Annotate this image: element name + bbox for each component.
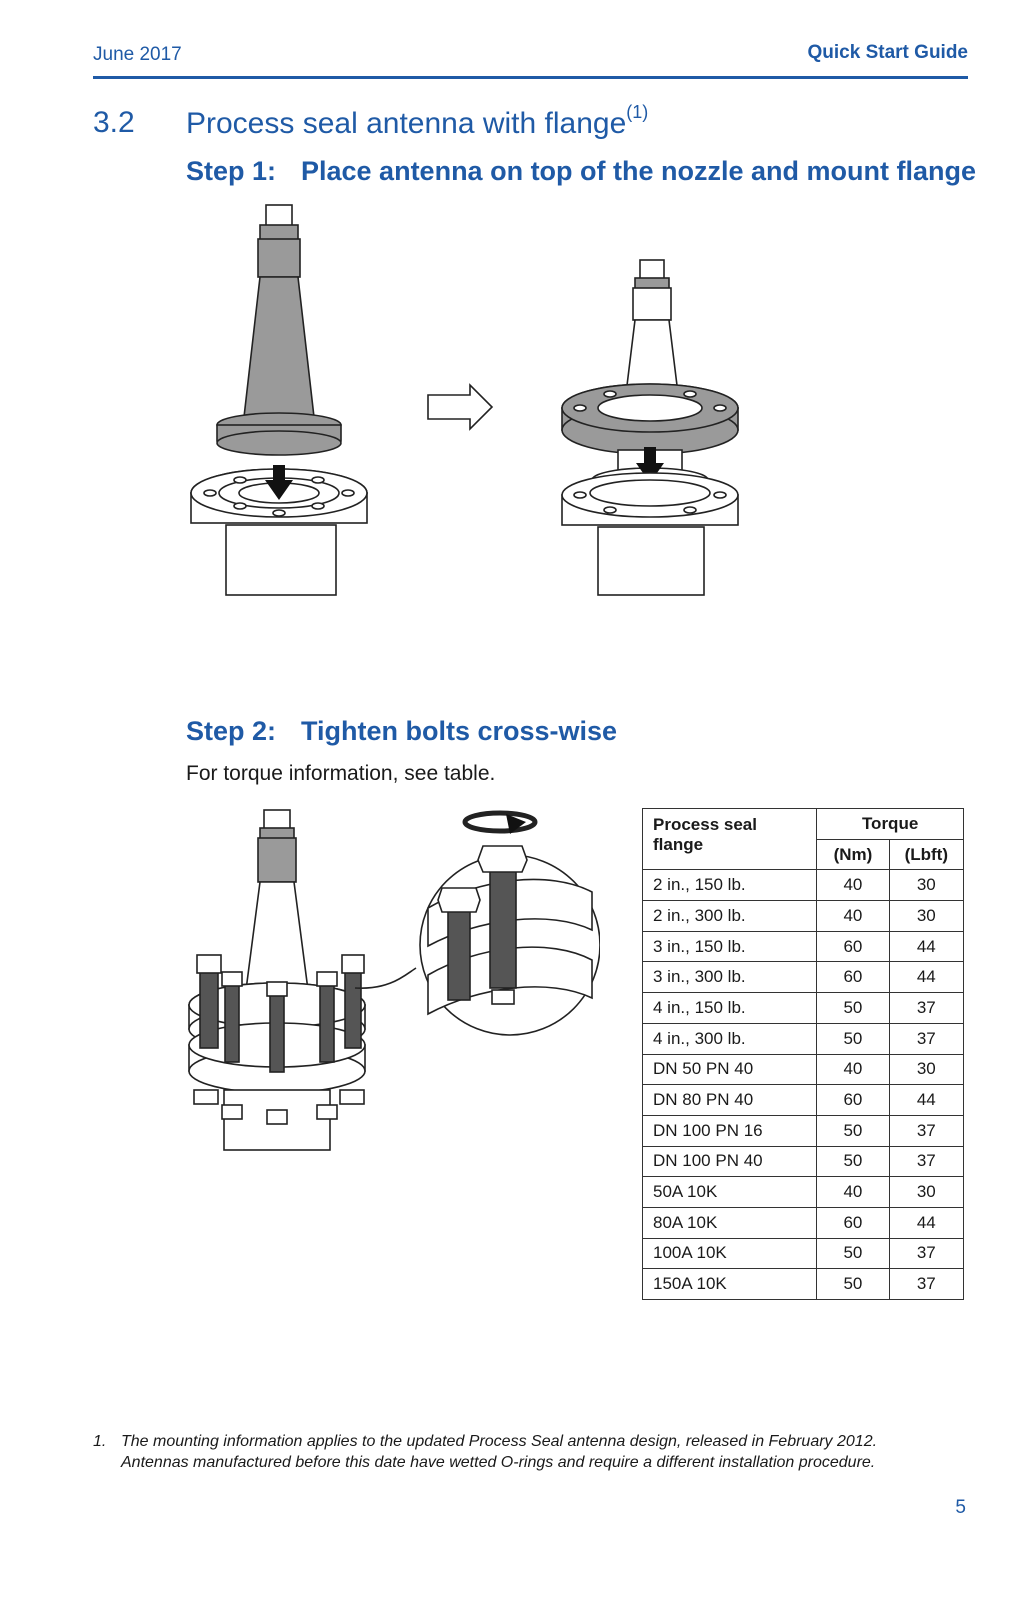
nm-cell: 50 bbox=[817, 1269, 889, 1300]
table-row bbox=[643, 1269, 964, 1300]
footnote-number: 1. bbox=[93, 1433, 107, 1450]
header-title: Quick Start Guide bbox=[807, 42, 968, 63]
step1-label: Step 1: bbox=[186, 156, 277, 186]
lbft-cell: 37 bbox=[889, 1115, 963, 1146]
lbft-cell: 37 bbox=[889, 1238, 963, 1269]
table-row bbox=[643, 1207, 964, 1238]
header-date: June 2017 bbox=[93, 44, 182, 65]
nm-cell: 40 bbox=[817, 1054, 889, 1085]
header-torque: Torque bbox=[817, 809, 964, 840]
lbft-cell: 30 bbox=[889, 1177, 963, 1208]
footnote-ref: (1) bbox=[626, 102, 649, 122]
rotate-clockwise-icon bbox=[465, 813, 535, 834]
lbft-cell: 37 bbox=[889, 1023, 963, 1054]
nm-cell: 40 bbox=[817, 870, 889, 901]
table-row bbox=[643, 931, 964, 962]
flange-cell: 2 in., 300 lb. bbox=[643, 901, 817, 932]
step2-heading: Tighten bolts cross-wise bbox=[301, 716, 618, 746]
footnote-line1: The mounting information applies to the updated Process Seal antenna design, released in February 2012. bbox=[121, 1433, 878, 1450]
flange-cell: 3 in., 150 lb. bbox=[643, 931, 817, 962]
page-number: 5 bbox=[955, 1497, 966, 1518]
nm-cell: 50 bbox=[817, 1023, 889, 1054]
nm-cell: 60 bbox=[817, 1207, 889, 1238]
step2-note: For torque information, see table. bbox=[186, 762, 496, 785]
nm-cell: 40 bbox=[817, 1177, 889, 1208]
flange-cell: DN 50 PN 40 bbox=[643, 1054, 817, 1085]
torque-table-body bbox=[643, 870, 964, 1300]
flange-cell: DN 100 PN 40 bbox=[643, 1146, 817, 1177]
table-row bbox=[643, 870, 964, 901]
table-row bbox=[643, 1146, 964, 1177]
flange-cell: DN 100 PN 16 bbox=[643, 1115, 817, 1146]
nm-cell: 50 bbox=[817, 1146, 889, 1177]
lbft-cell: 44 bbox=[889, 1085, 963, 1116]
lbft-cell: 30 bbox=[889, 901, 963, 932]
step1-illustration bbox=[180, 195, 760, 615]
bolt-detail bbox=[355, 846, 600, 1035]
flange-cell: 4 in., 150 lb. bbox=[643, 993, 817, 1024]
lbft-cell: 30 bbox=[889, 870, 963, 901]
lbft-cell: 44 bbox=[889, 962, 963, 993]
table-row bbox=[643, 1115, 964, 1146]
table-row bbox=[643, 1023, 964, 1054]
flange-cell: 150A 10K bbox=[643, 1269, 817, 1300]
footnote bbox=[93, 1431, 913, 1473]
lbft-cell: 44 bbox=[889, 931, 963, 962]
step2-illustration bbox=[180, 800, 600, 1160]
flange-cell: 2 in., 150 lb. bbox=[643, 870, 817, 901]
nm-cell: 60 bbox=[817, 1085, 889, 1116]
step1-heading: Place antenna on top of the nozzle and mount flange bbox=[301, 156, 977, 186]
flange-cell: 80A 10K bbox=[643, 1207, 817, 1238]
lbft-cell: 37 bbox=[889, 1146, 963, 1177]
section-number: 3.2 bbox=[93, 106, 135, 139]
flange-cell: 100A 10K bbox=[643, 1238, 817, 1269]
nm-cell: 60 bbox=[817, 931, 889, 962]
nm-cell: 60 bbox=[817, 962, 889, 993]
header-process-seal-flange: Process seal flange bbox=[643, 809, 817, 870]
table-row bbox=[643, 901, 964, 932]
nm-cell: 50 bbox=[817, 993, 889, 1024]
header-rule bbox=[93, 76, 968, 79]
nm-cell: 40 bbox=[817, 901, 889, 932]
table-row bbox=[643, 962, 964, 993]
lbft-cell: 44 bbox=[889, 1207, 963, 1238]
footnote-line2: Antennas manufactured before this date have wetted O-rings and require a different installation procedure. bbox=[121, 1454, 876, 1471]
nm-cell: 50 bbox=[817, 1238, 889, 1269]
nozzle-right bbox=[562, 473, 738, 595]
antenna-before-mount bbox=[217, 205, 341, 455]
flange-cell: 4 in., 300 lb. bbox=[643, 1023, 817, 1054]
flange-cell: 3 in., 300 lb. bbox=[643, 962, 817, 993]
section-title bbox=[186, 102, 649, 141]
lbft-cell: 30 bbox=[889, 1054, 963, 1085]
header-lbft: (Lbft) bbox=[889, 839, 963, 870]
right-arrow-icon bbox=[428, 385, 492, 429]
lbft-cell: 37 bbox=[889, 1269, 963, 1300]
flange-cell: DN 80 PN 40 bbox=[643, 1085, 817, 1116]
table-row bbox=[643, 1238, 964, 1269]
table-row bbox=[643, 1177, 964, 1208]
lbft-cell: 37 bbox=[889, 993, 963, 1024]
nm-cell: 50 bbox=[817, 1115, 889, 1146]
torque-table bbox=[642, 808, 964, 1300]
table-row bbox=[643, 1085, 964, 1116]
section-title-text: Process seal antenna with flange bbox=[186, 107, 627, 140]
step2-label: Step 2: bbox=[186, 716, 277, 746]
table-row bbox=[643, 993, 964, 1024]
table-row bbox=[643, 1054, 964, 1085]
flange-cell: 50A 10K bbox=[643, 1177, 817, 1208]
header-nm: (Nm) bbox=[817, 839, 889, 870]
